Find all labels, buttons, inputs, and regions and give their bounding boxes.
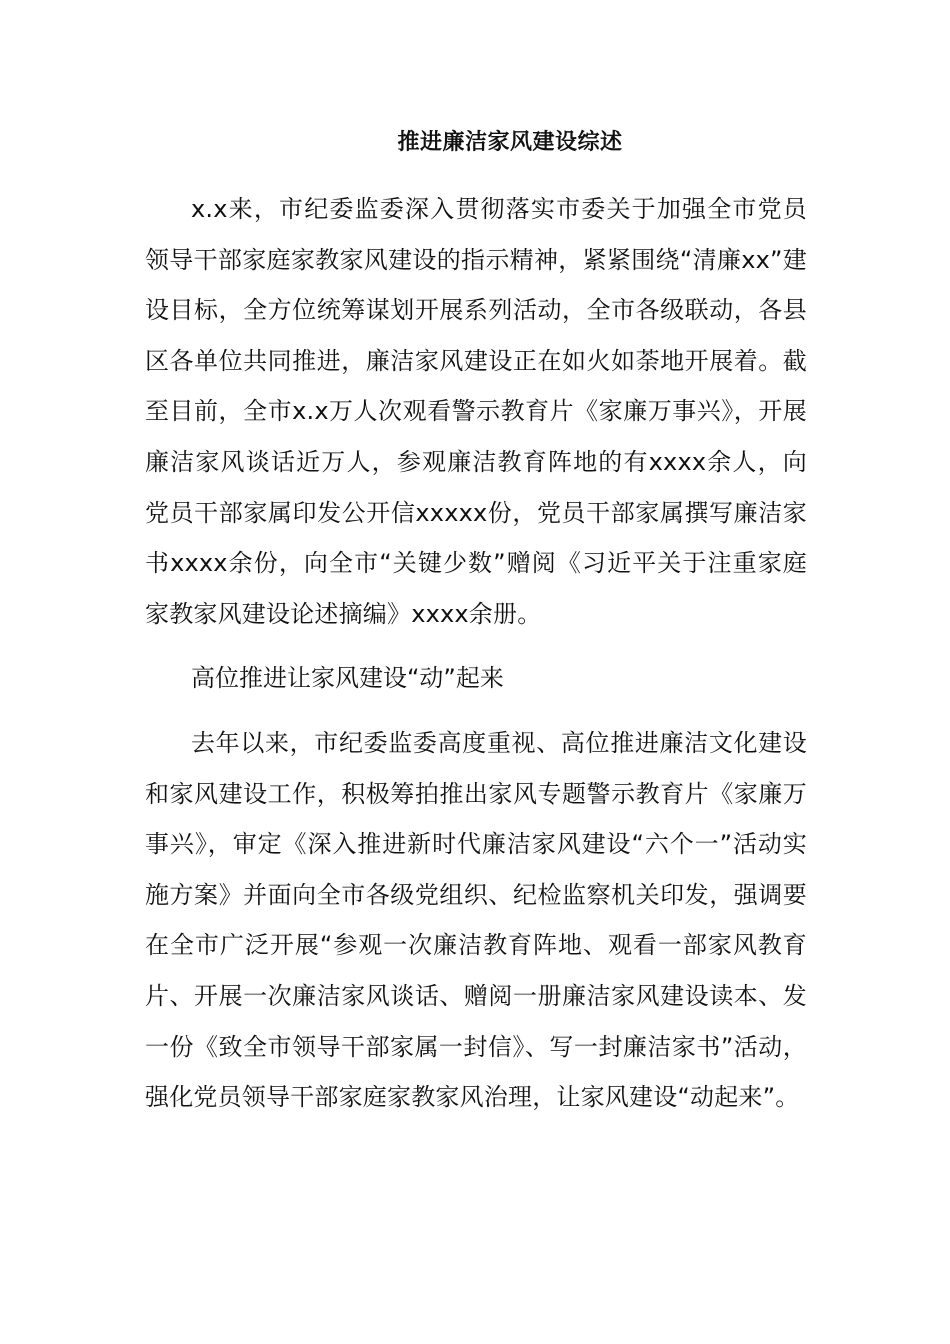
section-paragraph: 去年以来，市纪委监委高度重视、高位推进廉洁文化建设和家风建设工作，积极筹拍推出家风专题警示教育片《家廉万事兴》，审定《深入推进新时代廉洁家风建设“六个一”活动实施方案》并面向全市各级党组织、纪检监察机关印发，强调要在全市广泛开展“参观一次廉洁教育阵地、观看一部家风教育片、开展一次廉洁家风谈话、赠阅一册廉洁家风建设读本、发一份《致全市领导干部家属一封信》、写一封廉洁家书”活动，强化党员领导干部家庭家教家风治理，让家风建设“动起来”。 [145, 728, 807, 1112]
intro-paragraph: x.x来，市纪委监委深入贯彻落实市委关于加强全市党员领导干部家庭家教家风建设的指示精神，紧紧围绕“清廉xx”建设目标，全方位统筹谋划开展系列活动，全市各级联动，各县区各单位共同推进，廉洁家风建设正在如火如荼地开展着。截至目前，全市x.x万人次观看警示教育片《家廉万事兴》，开展廉洁家风谈话近万人，参观廉洁教育阵地的有xxxx余人，向党员干部家属印发公开信xxxxx份，党员干部家属撰写廉洁家书xxxx余份，向全市“关键少数”赠阅《习近平关于注重家庭家教家风建设论述摘编》xxxx余册。 [145, 195, 807, 628]
document-title: 推进廉洁家风建设综述 [397, 130, 623, 155]
section-heading: 高位推进让家风建设“动”起来 [191, 664, 504, 693]
document-body [145, 184, 807, 1123]
